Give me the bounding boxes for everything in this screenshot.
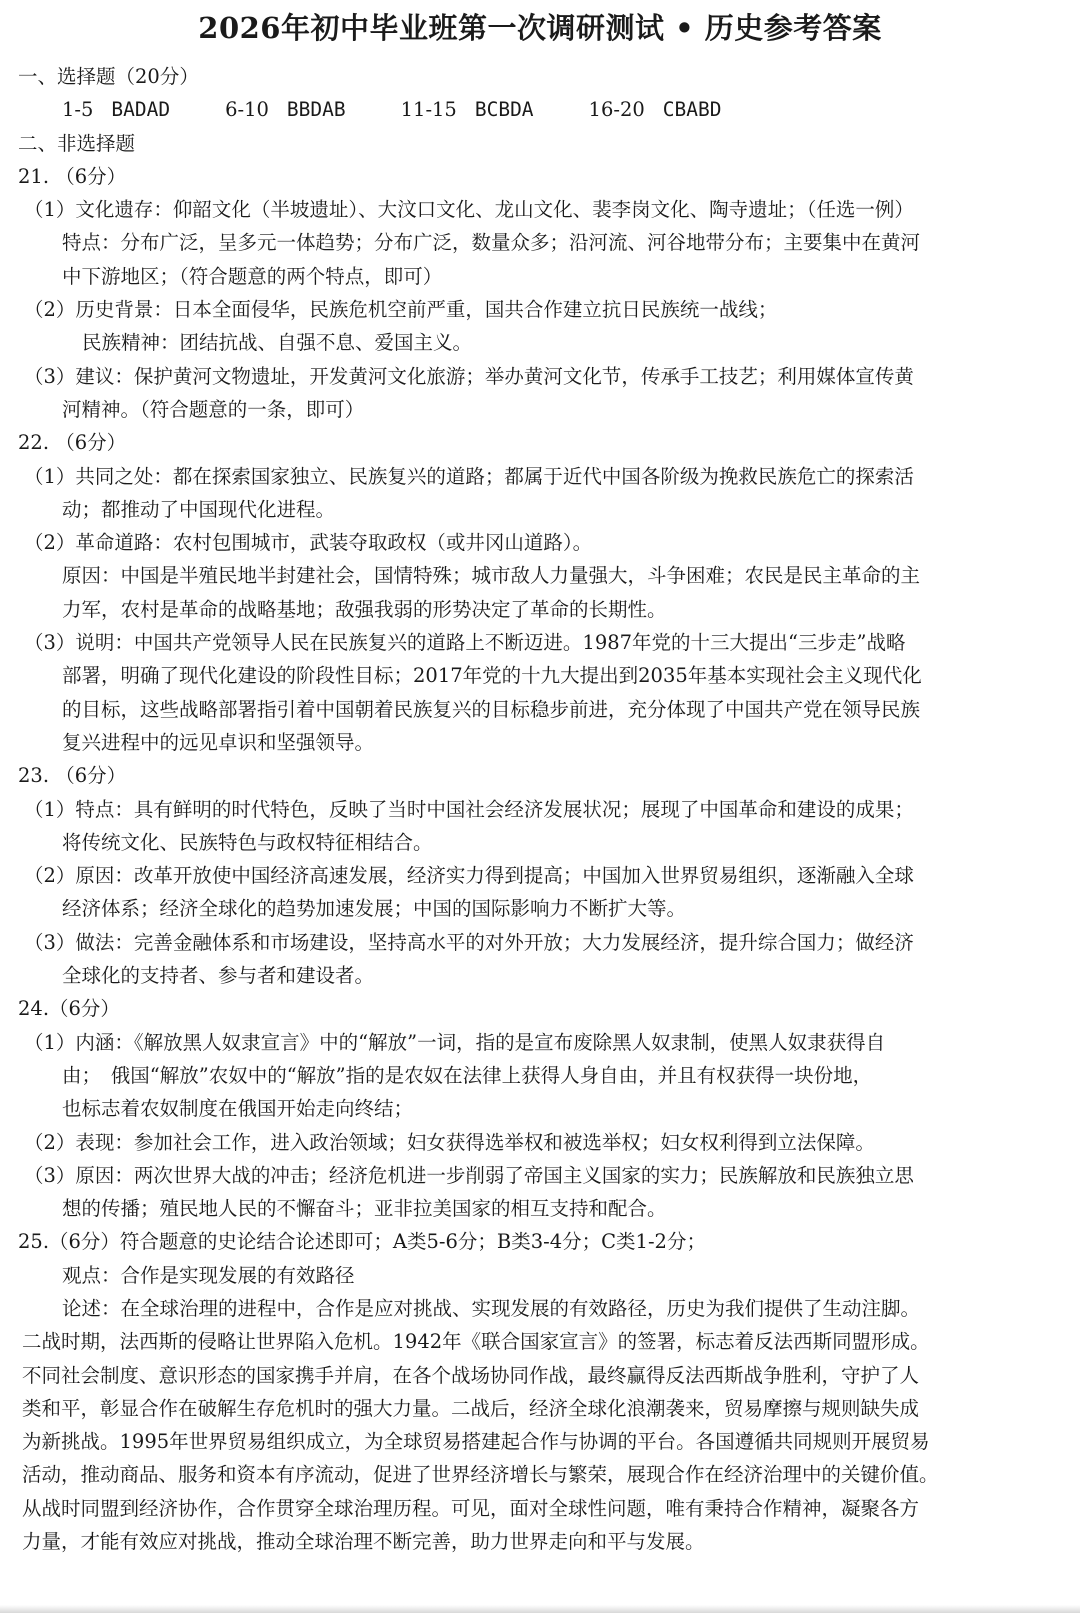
answer-line: 全球化的支持者、参与者和建设者。	[62, 964, 375, 988]
section-heading-choice: 一、选择题（20分）	[18, 65, 199, 88]
answer-group	[225, 93, 346, 126]
answer-line: 复兴进程中的远见卓识和坚强领导。	[62, 730, 375, 754]
essay-line: 力量，才能有效应对挑战，推动全球治理不断完善，助力世界走向和平与发展。	[22, 1530, 705, 1554]
answer-line: （1）文化遗存：仰韶文化（半坡遗址）、大汶口文化、龙山文化、裴李岗文化、陶寺遗址；（任选一例）	[24, 198, 914, 222]
answer-line: 将传统文化、民族特色与政权特征相结合。	[62, 830, 433, 854]
answer-line: 想的传播；殖民地人民的不懈奋斗；亚非拉美国家的相互支持和配合。	[62, 1197, 667, 1221]
answer-line: 原因：中国是半殖民地半封建社会，国情特殊；城市敌人力量强大，斗争困难；农民是民主革命的主	[62, 564, 921, 588]
answer-line: （3）建议：保护黄河文物遗址，开发黄河文化旅游；举办黄河文化节，传承手工技艺；利用媒体宣传黄	[24, 364, 914, 388]
page-bottom-shadow	[0, 1605, 1080, 1613]
essay-line: 从战时同盟到经济协作，合作贯穿全球治理历程。可见，面对全球性问题，唯有秉持合作精神，凝聚各方	[22, 1496, 920, 1520]
answer-keys: BBDAB	[286, 98, 346, 122]
answer-group	[589, 93, 722, 126]
answer-document	[0, 60, 1080, 1558]
answer-line: 中下游地区；（符合题意的两个特点，即可）	[62, 264, 443, 288]
answer-line: 部署，明确了现代化建设的阶段性目标；2017年党的十九大提出到2035年基本实现社会主义现代化	[62, 664, 922, 688]
answer-line: （1）共同之处：都在探索国家独立、民族复兴的道路；都属于近代中国各阶级为挽救民族危亡的探索活	[24, 464, 914, 488]
essay-line: 类和平，彰显合作在破解生存危机时的强大力量。二战后，经济全球化浪潮袭来，贸易摩擦与规则缺失成	[22, 1396, 920, 1420]
answer-line: （2）表现：参加社会工作，进入政治领域；妇女获得选举权和被选举权；妇女权利得到立法保障。	[24, 1130, 875, 1154]
answer-line: （1）内涵：《解放黑人奴隶宣言》中的“解放”一词，指的是宣布废除黑人奴隶制，使黑人奴隶获得自	[24, 1030, 886, 1054]
answer-line: 也标志着农奴制度在俄国开始走向终结；	[62, 1097, 414, 1121]
answer-keys: BCBDA	[474, 98, 534, 122]
answer-line: （2）原因：改革开放使中国经济高速发展，经济实力得到提高；中国加入世界贸易组织，逐渐融入全球	[24, 864, 914, 888]
answer-line: （2）革命道路：农村包围城市，武装夺取政权（或井冈山道路）。	[24, 531, 593, 555]
question-heading-22: 22. （6分）	[18, 431, 127, 455]
answer-line: 经济体系；经济全球化的趋势加速发展；中国的国际影响力不断扩大等。	[62, 897, 687, 921]
answer-line: （3）原因：两次世界大战的冲击；经济危机进一步削弱了帝国主义国家的实力；民族解放和民族独立思	[24, 1163, 914, 1187]
question-heading-24: 24.（6分）	[18, 997, 120, 1021]
answer-line: （2）历史背景：日本全面侵华，民族危机空前严重，国共合作建立抗日民族统一战线；	[24, 298, 778, 322]
page-title: 2026年初中毕业班第一次调研测试 • 历史参考答案	[198, 11, 882, 45]
answer-group	[401, 93, 534, 126]
answer-line: （3）说明：中国共产党领导人民在民族复兴的道路上不断迈进。1987年党的十三大提出“三步走”战略	[24, 631, 906, 655]
section-heading-nonchoice: 二、非选择题	[18, 131, 136, 155]
answer-group	[62, 93, 170, 126]
answer-line: 由； 俄国“解放”农奴中的“解放”指的是农奴在法律上获得人身自由，并且有权获得一块份地，	[62, 1063, 873, 1087]
essay-line: 为新挑战。1995年世界贸易组织成立，为全球贸易搭建起合作与协调的平台。各国遵循共同规则开展贸易	[22, 1430, 930, 1454]
answer-keys: BADAD	[111, 98, 171, 122]
essay-line: 论述：在全球治理的进程中，合作是应对挑战、实现发展的有效路径，历史为我们提供了生动注脚。	[62, 1296, 921, 1320]
question-heading-23: 23. （6分）	[18, 764, 127, 788]
answer-range: 1-5	[62, 98, 94, 122]
question-heading-21: 21. （6分）	[18, 164, 127, 188]
answer-line: 特点：分布广泛，呈多元一体趋势；分布广泛，数量众多；沿河流、河谷地带分布；主要集中在黄河	[62, 231, 921, 255]
answer-line: 的目标，这些战略部署指引着中国朝着民族复兴的目标稳步前进，充分体现了中国共产党在领导民族	[62, 697, 921, 721]
essay-line: 不同社会制度、意识形态的国家携手并肩，在各个战场协同作战，最终赢得反法西斯战争胜利，守护了人	[22, 1363, 920, 1387]
answer-line: 民族精神：团结抗战、自强不息、爱国主义。	[82, 331, 473, 355]
answer-range: 6-10	[225, 98, 269, 122]
answer-line: 力军，农村是革命的战略基地；敌强我弱的形势决定了革命的长期性。	[62, 597, 667, 621]
essay-line: 活动，推动商品、服务和资本有序流动，促进了世界经济增长与繁荣，展现合作在经济治理中的关键价值。	[22, 1463, 939, 1487]
answer-range: 11-15	[400, 98, 457, 122]
choice-answers-row	[0, 93, 1080, 126]
answer-line: 动；都推动了中国现代化进程。	[62, 497, 336, 521]
essay-line: 二战时期，法西斯的侵略让世界陷入危机。1942年《联合国家宣言》的签署，标志着反法西斯同盟形成。	[22, 1330, 930, 1354]
answer-line: 河精神。（符合题意的一条，即可）	[62, 397, 365, 421]
answer-keys: CBABD	[662, 98, 722, 122]
answer-line: （3）做法：完善金融体系和市场建设，坚持高水平的对外开放；大力发展经济，提升综合国力；做经济	[24, 930, 914, 954]
answer-line: （1）特点：具有鲜明的时代特色，反映了当时中国社会经济发展状况；展现了中国革命和建设的成果；	[24, 797, 914, 821]
answer-range: 16-20	[588, 98, 645, 122]
question-heading-25: 25.（6分）符合题意的史论结合论述即可；A类5-6分；B类3-4分；C类1-2分；	[18, 1230, 706, 1254]
viewpoint-line: 观点：合作是实现发展的有效路径	[62, 1263, 355, 1287]
